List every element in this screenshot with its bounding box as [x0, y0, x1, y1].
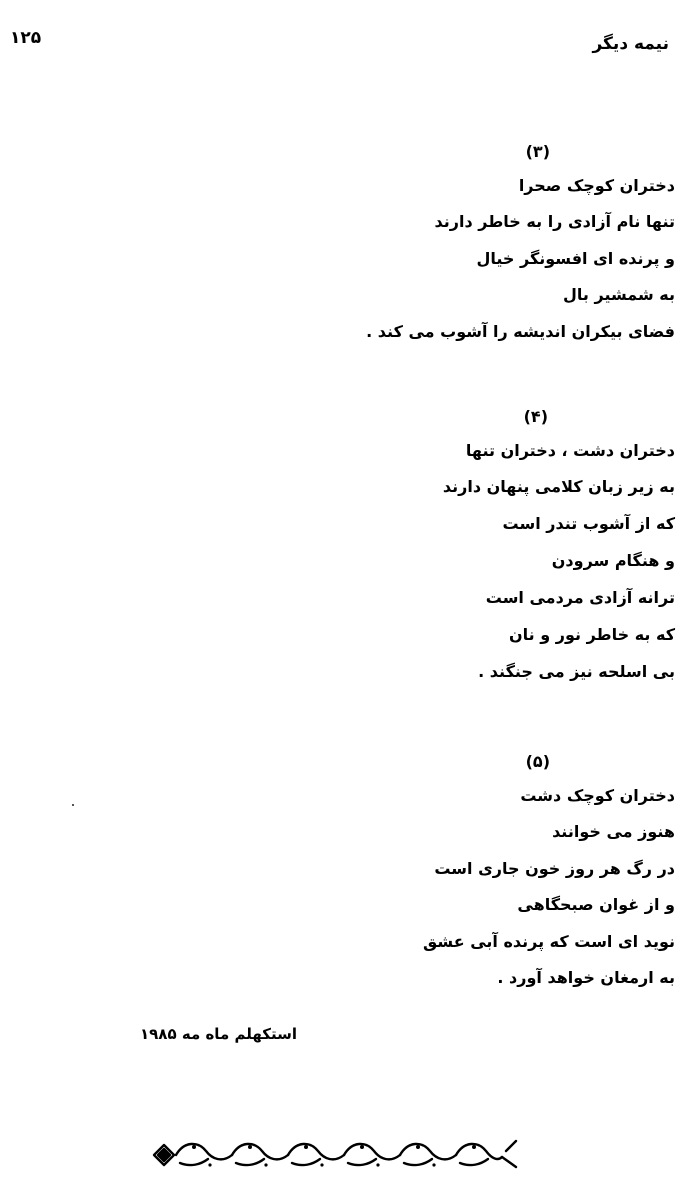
verse-line: که به خاطر نور و نان — [509, 625, 675, 644]
verse-line: و پرنده ای افسونگر خیال — [476, 249, 675, 268]
verse-line: نوید ای است که پرنده آبی عشق — [423, 932, 675, 951]
verse-line: در رگ هر روز خون جاری است — [434, 859, 675, 878]
verse-line: دختران کوچک صحرا — [518, 176, 675, 195]
scan-speck — [72, 804, 74, 806]
verse-line: فضای بیکران اندیشه را آشوب می کند . — [366, 322, 675, 341]
verse-line: بی اسلحه نیز می جنگند . — [478, 662, 675, 681]
verse-line: دختران کوچک دشت — [520, 786, 675, 805]
verse-line: و از غوان صبحگاهی — [517, 895, 675, 914]
verse-line: به شمشیر بال — [563, 285, 675, 304]
decorative-ornament-divider — [150, 1133, 520, 1173]
verse-line: دختران دشت ، دختران تنها — [465, 441, 675, 460]
stanza-number: (۴) — [523, 407, 548, 426]
stanza-number: (۳) — [525, 142, 550, 161]
page-number: ۱۲۵ — [10, 28, 42, 48]
verse-line: و هنگام سرودن — [551, 551, 675, 570]
stanza-number: (۵) — [525, 752, 550, 771]
verse-line: ترانه آزادی مردمی است — [485, 588, 675, 607]
verse-line: به ارمغان خواهد آورد . — [497, 968, 675, 987]
verse-line: به زیر زبان کلامی پنهان دارند — [442, 477, 675, 496]
verse-line: که از آشوب تندر است — [502, 514, 675, 533]
running-head: نیمه دیگر — [592, 34, 669, 54]
verse-line: هنوز می خوانند — [552, 822, 675, 841]
place-date-signature: استکهلم ماه مه ۱۹۸۵ — [140, 1025, 297, 1043]
verse-line: تنها نام آزادی را به خاطر دارند — [434, 212, 675, 231]
